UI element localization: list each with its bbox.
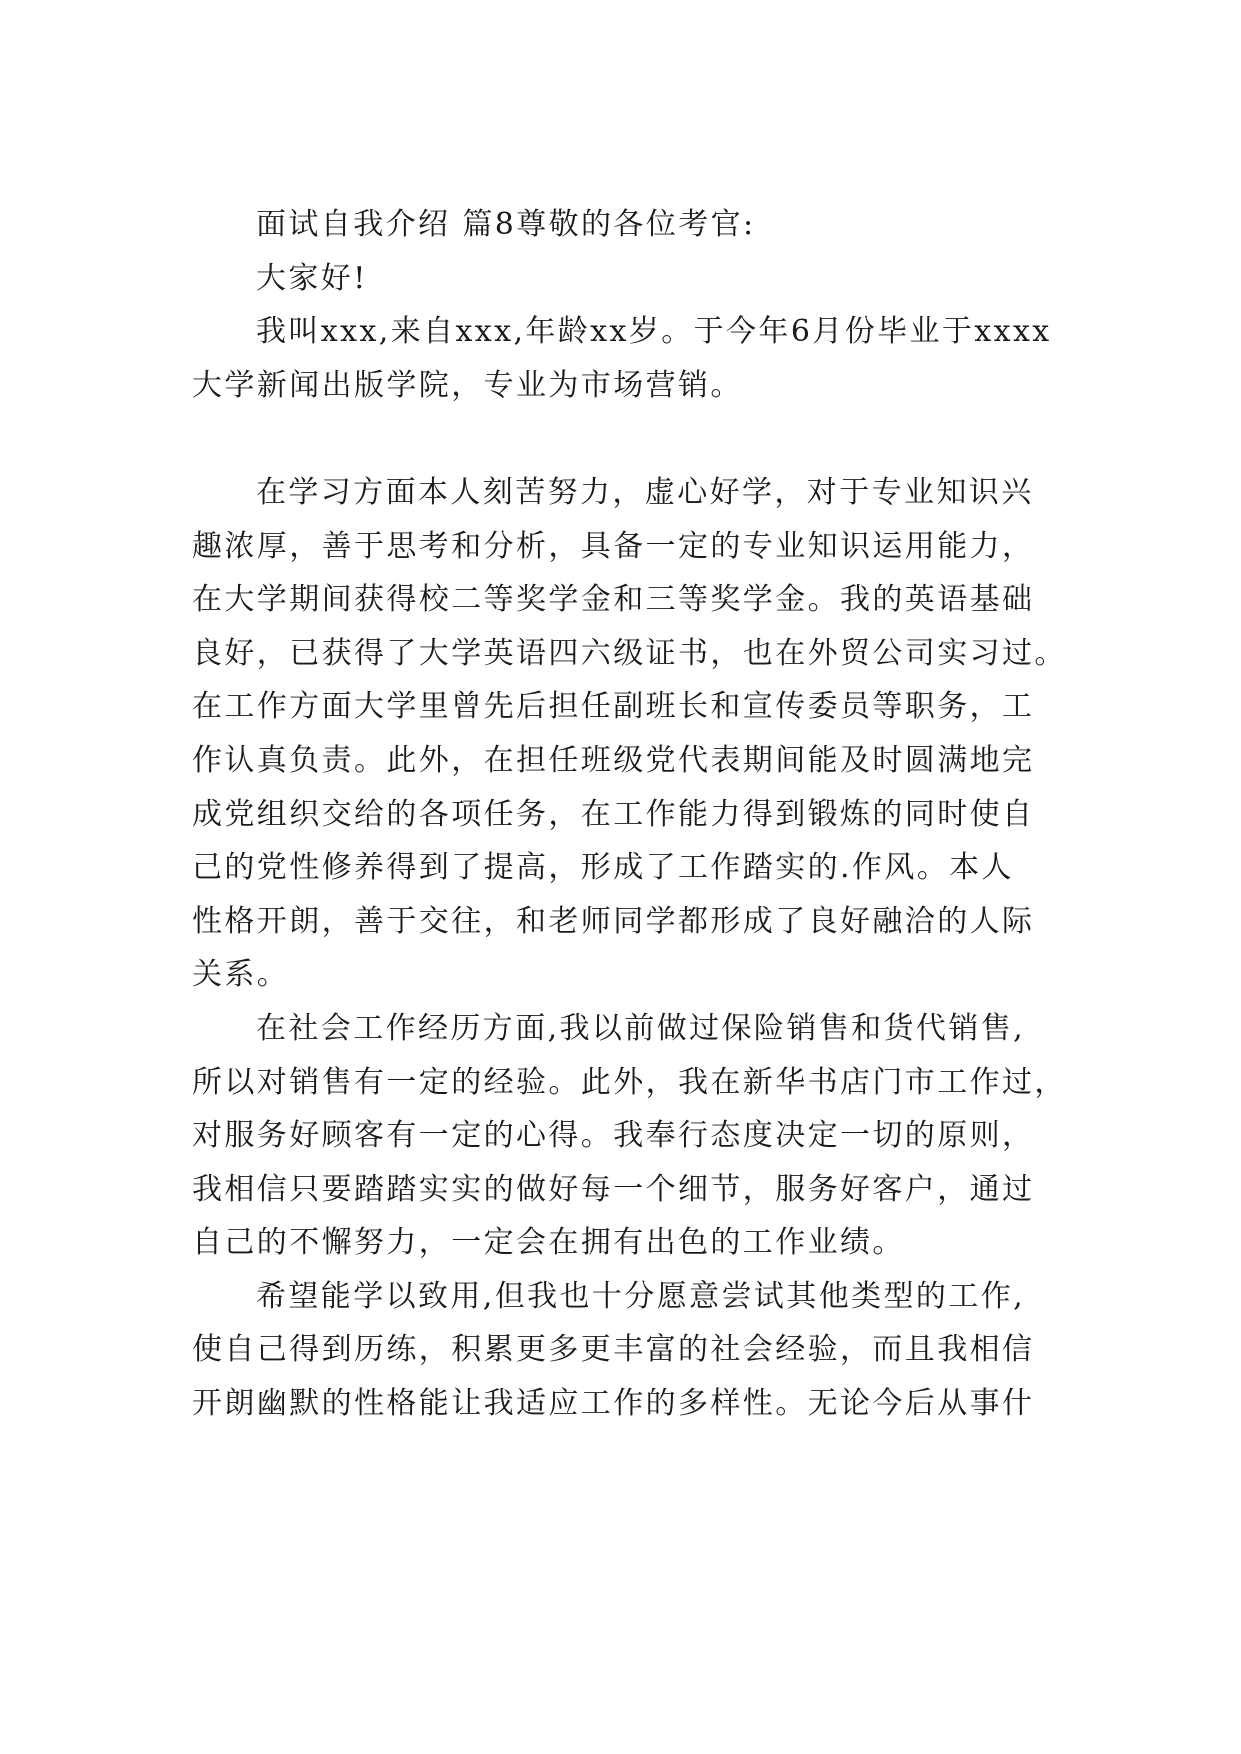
text-line: 开朗幽默的性格能让我适应工作的多样性。无论今后从事什 <box>192 1386 1035 1422</box>
text-line: 性格开朗，善于交往，和老师同学都形成了良好融洽的人际 <box>192 903 1035 939</box>
blank-line <box>192 412 1058 466</box>
text-line: 在社会工作经历方面,我以前做过保险销售和货代销售, <box>256 1010 1026 1046</box>
text-line: 大家好! <box>256 260 368 296</box>
text-line: 趣浓厚，善于思考和分析，具备一定的专业知识运用能力， <box>192 528 1035 564</box>
text-line: 对服务好顾客有一定的心得。我奉行态度决定一切的原则， <box>192 1118 1035 1154</box>
text-line: 作认真负责。此外，在担任班级党代表期间能及时圆满地完 <box>192 742 1035 778</box>
text-line: 面试自我介绍 篇8尊敬的各位考官: <box>256 207 756 242</box>
text-line: 所以对销售有一定的经验。此外，我在新华书店门市工作过， <box>192 1064 1067 1100</box>
text-line: 在大学期间获得校二等奖学金和三等奖学金。我的英语基础 <box>192 582 1035 618</box>
text-line: 良好，已获得了大学英语四六级证书，也在外贸公司实习过。 <box>192 635 1067 671</box>
text-line: 己的党性修养得到了提高，形成了工作踏实的.作风。本人 <box>192 850 1014 886</box>
text-line: 使自己得到历练，积累更多更丰富的社会经验，而且我相信 <box>192 1332 1035 1368</box>
text-line: 在学习方面本人刻苦努力，虚心好学，对于专业知识兴 <box>256 474 1034 510</box>
text-line: 我叫xxx,来自xxx,年龄xx岁。于今年6月份毕业于xxxx <box>256 314 1052 350</box>
text-line: 大学新闻出版学院，专业为市场营销。 <box>192 367 743 403</box>
document-body <box>192 198 1067 1431</box>
text-line: 希望能学以致用,但我也十分愿意尝试其他类型的工作, <box>256 1278 1026 1314</box>
text-line: 我相信只要踏踏实实的做好每一个细节，服务好客户，通过 <box>192 1171 1035 1207</box>
text-line: 在工作方面大学里曾先后担任副班长和宣传委员等职务，工 <box>192 689 1035 725</box>
text-line: 自己的不懈努力，一定会在拥有出色的工作业绩。 <box>192 1225 905 1261</box>
text-line: 关系。 <box>192 957 290 993</box>
text-line: 成党组织交给的各项任务，在工作能力得到锻炼的同时使自 <box>192 796 1035 832</box>
